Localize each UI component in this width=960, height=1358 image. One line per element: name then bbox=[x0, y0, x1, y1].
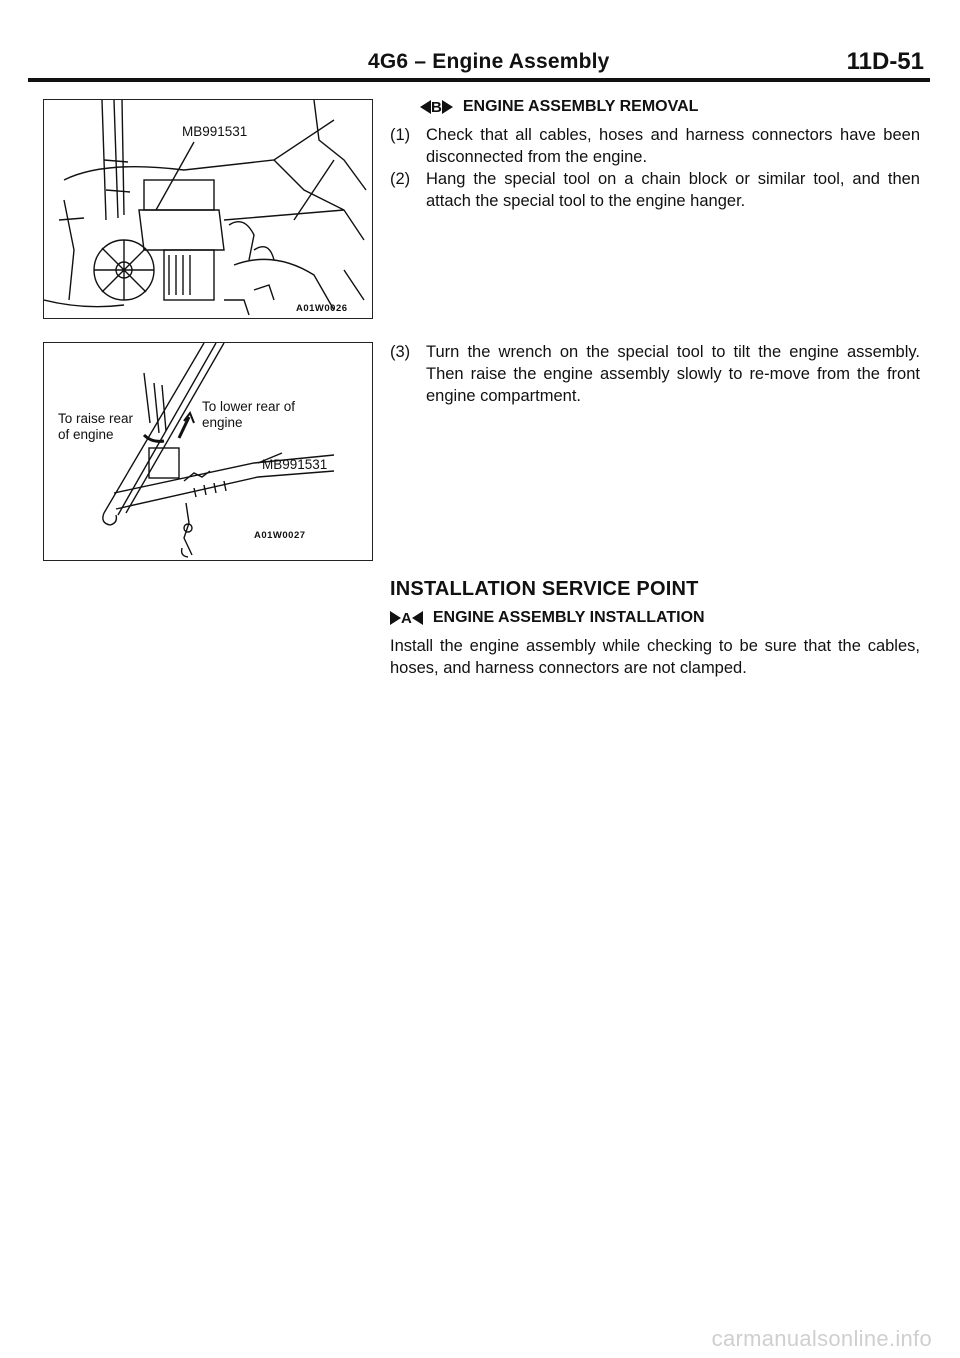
triangle-left-icon bbox=[420, 100, 431, 114]
removal-heading bbox=[420, 98, 920, 116]
figure-engine-hoist bbox=[43, 99, 373, 319]
step-number: (3) bbox=[390, 343, 411, 361]
tool-label: MB991531 bbox=[262, 457, 328, 472]
tilt-wrench-illustration bbox=[44, 343, 372, 560]
header-rule bbox=[28, 78, 930, 82]
service-point-mark bbox=[390, 610, 423, 627]
step-2 bbox=[390, 168, 920, 212]
watermark: carmanualsonline.info bbox=[711, 1326, 932, 1351]
installation-heading bbox=[390, 609, 920, 627]
step-text: Turn the wrench on the special tool to tilt the engine assembly. Then raise the engine assembly slowly to re-move from the front engine compartment. bbox=[426, 343, 920, 405]
page-number: 11D-51 bbox=[846, 48, 924, 75]
service-point-mark bbox=[420, 99, 453, 116]
heading-text: ENGINE ASSEMBLY INSTALLATION bbox=[432, 609, 705, 626]
section-title: INSTALLATION SERVICE POINT bbox=[390, 578, 699, 600]
page-header bbox=[28, 48, 932, 78]
installation-text: Install the engine assembly while checking to be sure that the cables, hoses, and harness connectors are not clamped. bbox=[390, 637, 920, 677]
step-1 bbox=[390, 124, 920, 168]
figure-code: A01W0027 bbox=[254, 530, 306, 541]
heading-text: ENGINE ASSEMBLY REMOVAL bbox=[462, 98, 699, 115]
triangle-right-icon bbox=[390, 611, 401, 625]
figure-code: A01W0026 bbox=[296, 303, 348, 314]
mark-letter: A bbox=[401, 609, 412, 627]
installation-section bbox=[390, 578, 920, 679]
label-raise-rear: To raise rear of engine bbox=[58, 411, 134, 442]
removal-step-3-block bbox=[390, 341, 920, 407]
triangle-right-icon bbox=[442, 100, 453, 114]
mark-letter: B bbox=[431, 98, 442, 116]
tool-label: MB991531 bbox=[182, 124, 248, 139]
removal-section bbox=[390, 98, 920, 212]
step-text: Hang the special tool on a chain block or similar tool, and then attach the special tool to the engine hanger. bbox=[426, 170, 920, 210]
step-number: (2) bbox=[390, 170, 411, 188]
step-text: Check that all cables, hoses and harness connectors have been disconnected from the engine. bbox=[426, 126, 920, 166]
label-lower-rear: To lower rear of engine bbox=[202, 399, 296, 430]
triangle-left-icon bbox=[412, 611, 423, 625]
page-title: 4G6 – Engine Assembly bbox=[368, 50, 610, 73]
figure-tilt-wrench bbox=[43, 342, 373, 561]
step-3 bbox=[390, 341, 920, 407]
step-number: (1) bbox=[390, 126, 411, 144]
